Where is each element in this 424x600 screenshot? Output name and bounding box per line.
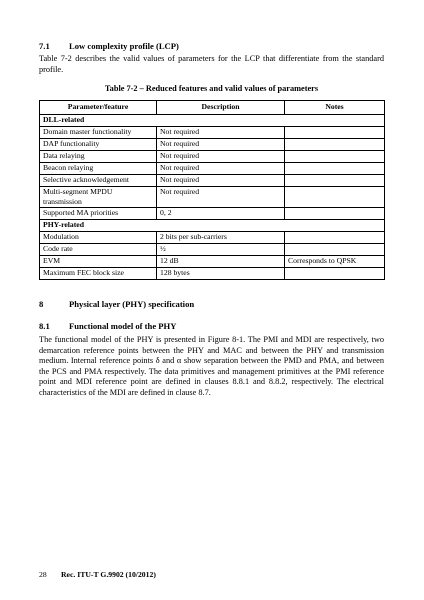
param-cell: Modulation: [40, 232, 157, 244]
column-header: Parameter/feature: [40, 101, 157, 115]
table-row: [40, 187, 385, 208]
table-row: [40, 256, 385, 268]
section-number: 7.1: [39, 41, 50, 51]
description-cell: Not required: [157, 127, 285, 139]
param-cell: Data relaying: [40, 151, 157, 163]
table-row: [40, 139, 385, 151]
table-row: [40, 268, 385, 280]
parameters-table: [39, 100, 385, 280]
notes-cell: Corresponds to QPSK: [285, 256, 385, 268]
description-cell: 12 dB: [157, 256, 285, 268]
notes-cell: [285, 208, 385, 220]
param-cell: Code rate: [40, 244, 157, 256]
table-row: [40, 208, 385, 220]
description-cell: Not required: [157, 175, 285, 187]
group-label: DLL-related: [40, 115, 385, 127]
notes-cell: [285, 268, 385, 280]
section-title: Functional model of the PHY: [69, 321, 177, 331]
notes-cell: [285, 187, 385, 208]
description-cell: ½: [157, 244, 285, 256]
section-7-1-heading: [39, 41, 179, 51]
section-8-1-heading: [39, 321, 176, 331]
param-cell: Multi-segment MPDU transmission: [40, 187, 157, 208]
notes-cell: [285, 163, 385, 175]
description-cell: Not required: [157, 139, 285, 151]
param-cell: Domain master functionality: [40, 127, 157, 139]
param-cell: Supported MA priorities: [40, 208, 157, 220]
table-header-row: [40, 101, 385, 115]
body-paragraph: The functional model of the PHY is presented in Figure 8-1. The PMI and MDI are respectively, two demarcation reference points between the PHY and MAC and between the PHY and transmission medium. Internal reference points δ and α show separation between the PMD and PMA, and between the PCS and PMA respectively. The data primitives and management primitives at the PMI reference point and MDI reference point are defined in clauses 8.8.1 and 8.8.2, respectively. The electrical characteristics of the MDI are defined in clause 8.7.: [39, 335, 384, 397]
section-number: 8: [39, 299, 44, 309]
page-number: 28: [39, 570, 47, 579]
table-row: [40, 127, 385, 139]
section-title: Physical layer (PHY) specification: [69, 299, 195, 309]
description-cell: Not required: [157, 187, 285, 208]
group-row-dll: [40, 115, 385, 127]
document-id: Rec. ITU-T G.9902 (10/2012): [61, 570, 156, 579]
table-row: [40, 244, 385, 256]
notes-cell: [285, 175, 385, 187]
param-cell: Selective acknowledgement: [40, 175, 157, 187]
description-cell: 128 bytes: [157, 268, 285, 280]
table-row: [40, 175, 385, 187]
description-cell: Not required: [157, 163, 285, 175]
param-cell: Maximum FEC block size: [40, 268, 157, 280]
description-cell: Not required: [157, 151, 285, 163]
param-cell: EVM: [40, 256, 157, 268]
section-title: Low complexity profile (LCP): [69, 41, 179, 51]
table-row: [40, 151, 385, 163]
description-cell: 2 bits per sub-carriers: [157, 232, 285, 244]
group-label: PHY-related: [40, 220, 385, 232]
notes-cell: [285, 127, 385, 139]
param-cell: Beacon relaying: [40, 163, 157, 175]
group-row-phy: [40, 220, 385, 232]
intro-paragraph: Table 7-2 describes the valid values of parameters for the LCP that differentiate from the standard profile.: [39, 54, 384, 74]
notes-cell: [285, 151, 385, 163]
notes-cell: [285, 139, 385, 151]
notes-cell: [285, 244, 385, 256]
table-row: [40, 232, 385, 244]
param-cell: DAP functionality: [40, 139, 157, 151]
description-cell: 0, 2: [157, 208, 285, 220]
table-row: [40, 163, 385, 175]
section-8-heading: [39, 299, 194, 309]
table-caption: Table 7-2 – Reduced features and valid values of parameters: [104, 84, 319, 93]
column-header: Description: [157, 101, 285, 115]
section-number: 8.1: [39, 321, 50, 331]
notes-cell: [285, 232, 385, 244]
column-header: Notes: [285, 101, 385, 115]
